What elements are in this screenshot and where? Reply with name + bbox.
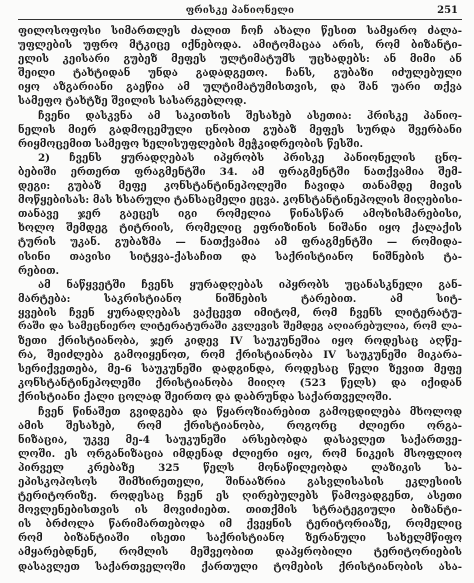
text-line: ლოში. ეს ორგანიზაცია იმდენად ძლიერი იყო, რომ ნიკეის მსოფლიო (18, 447, 462, 460)
text-line: ფილოსოფოსი სიმართლეს ძალით ჩოჩ ახალი წესით სამყარო ძალა- (18, 25, 462, 37)
text-line: ბებიში ერთერთ ფრაგმენტში 34. ამ ფრაგმენტში ნათქვამია შემ- (18, 165, 462, 178)
text-line: რაში და სამეცნიერო ლიტერატურაში კვლევის შემდეგ აღიარებულია, რომ ლა- (18, 320, 462, 332)
text-line: ამის შესახებ, რომ ქრისტიანობა, როგორც ძლიერი ორგა- (18, 419, 462, 432)
text-line: მოვლენებისთვის ის მოვიძიებთ. თითქმის სტრატეგიული ბიზანტი- (18, 504, 462, 517)
text-line: მოწყებისას: მას ხსარული ტანსაცმელი ეცვა. კონსტანტინეპოლის მიღებისი- (18, 194, 462, 207)
text-line: უფლების უფრო მტკიცე იქნებოდა. ამიტომაცაა არის, რომ ბიზანტი- (18, 39, 462, 52)
text-line: ელის კეისარი გუბეზ მეფეს ულტიმატუმს უცხადებს: ან მიმი ან (18, 53, 462, 66)
paragraph (18, 278, 462, 405)
paragraph (18, 109, 462, 151)
text-line: ეპისკოპოსოს შიმხირეთელი, შინააზრია გასვლისასის ეკლესიის (18, 476, 462, 488)
text-line: ტერიტორიზე. როდესაც ჩვენ ეს ღირებულებს წამოვადგენთ, ასეთი (18, 490, 462, 503)
page-number: 251 (437, 5, 458, 16)
text-line: რებით. (18, 264, 60, 277)
text-line: რომ ბიზანტიაში ისეთი საქრისტიანო ზერანული სახელმწიფო (18, 532, 462, 545)
text-line: ის ბრძოლა წარიმართებოდა იმ ქვეყნის ტერიტორიაზე, რომელიც (18, 518, 462, 531)
text-line: ზეთი ქრისტიანობა, ჯერ კიდევ IV საუკუნეშია იყო როდესაც აღწე- (18, 335, 462, 348)
text-line: პირველ კრებაზე 325 წელს მონაწილეობდა ლაზიკის სა- (18, 461, 462, 474)
paragraph (18, 24, 462, 109)
running-header (18, 5, 462, 20)
text-line: სერიქვეთება, მე-6 საუკუნეში დადგინდა, როდესაც წელი ზევით მეფე (18, 363, 462, 376)
text-line: დასავლეთ საქართველოში ქართული ტომების ქრისტიანობის ასა- (18, 560, 462, 573)
text-line: რა, შეიძლება გამოიყენოთ, რომ ქრისტიანობა IV საუკუნეში მიკარა- (18, 349, 462, 362)
text-line: ისინი თავისი სიტყვა-ქასაჩით და საქრისტიანო ნიშნების ტა- (18, 250, 462, 263)
text-line: რიყმოცემით სამეფო ხელისუფლების მეჭკიდრეობის წესში. (18, 137, 364, 150)
text-line: ამყარებდნენ, რომლის მეშვეობით დაპყრობილი ტერიტორიების (18, 546, 462, 559)
text-line: იყო აზგარიანი გაეწია ამ ულტიმატუმისთვის, და შან უარი თქვა (18, 81, 462, 94)
text-line: ნელის მიერ გადმოცემული ცნობით გუბაზ მეფეს სურდა შვერბანი (18, 123, 462, 136)
paragraph (18, 405, 462, 574)
text-line: თანავე ჯერ გაეცეს იგი რომელია წინასწარ ამოხისმარებისი, (18, 208, 462, 221)
text-line: დეგი: გუბაზ მეფე კონსტანტინეპოლეში ჩავიდა თანამდე მივის (18, 180, 462, 193)
text-line: კონსტანტინეპოლეში ქრისტიანობა მიიღო (523 წელს) და იქიდან (18, 377, 462, 390)
text-line: ქრისტიანი ქალი ცოლად შეირთო და დაბრუნდა საქართველოში. (18, 391, 392, 404)
text-line: ყვების ჩვენ ყურადღებას ვაქცევთ იმიტომ, რომ ჩვენს ლიტერატუ- (18, 306, 462, 319)
body-text (18, 24, 462, 574)
text-line: ნიზაცია, უკვე მე-4 საუკუნეში არსებობდა დასავლეთ საქართვე- (18, 433, 462, 446)
running-title: ფრისკე პანიონელი (185, 5, 295, 16)
text-line: სამეფო ტახტზე შვილის სასარგებლოდ. (18, 95, 247, 108)
text-line: ჩვენი დასკვნა ამ საკითხის შესახებ ასეთია: ჰრისკე პანიო- (38, 109, 462, 122)
text-line: ჩვენ წინაშეთ გვიდგება და წყაროზიარებით გამოცდილება მხოლოდ (38, 405, 462, 418)
text-line: შეილი ტახტიდან უნდა გადადგეთო. ჩანს, გუბაზი იძულებული (18, 67, 462, 80)
text-line: 2) ჩვენს ყურადღებას იპყრობს პრისკე პანიონელის ცნო- (38, 151, 462, 164)
text-line: ხოლო შემდეგ ტიტრიის, რომელიც ეფრიზინის ნიშანი იყო ქალაქის (18, 222, 462, 235)
text-line: ტურის უკან. გუბაზმა — ნათქვამია ამ ფრაგმენტში — რომიდა- (18, 236, 462, 249)
paragraph (18, 151, 462, 278)
text-line: ამ ნაწყვეტში ჩვენს ყურადღებას იპყრობს უცანასკნელი გან- (38, 278, 462, 291)
text-line: მარტება: საკრისტიანო ნიშნების ტარებით. ამ სიტ- (18, 292, 462, 305)
